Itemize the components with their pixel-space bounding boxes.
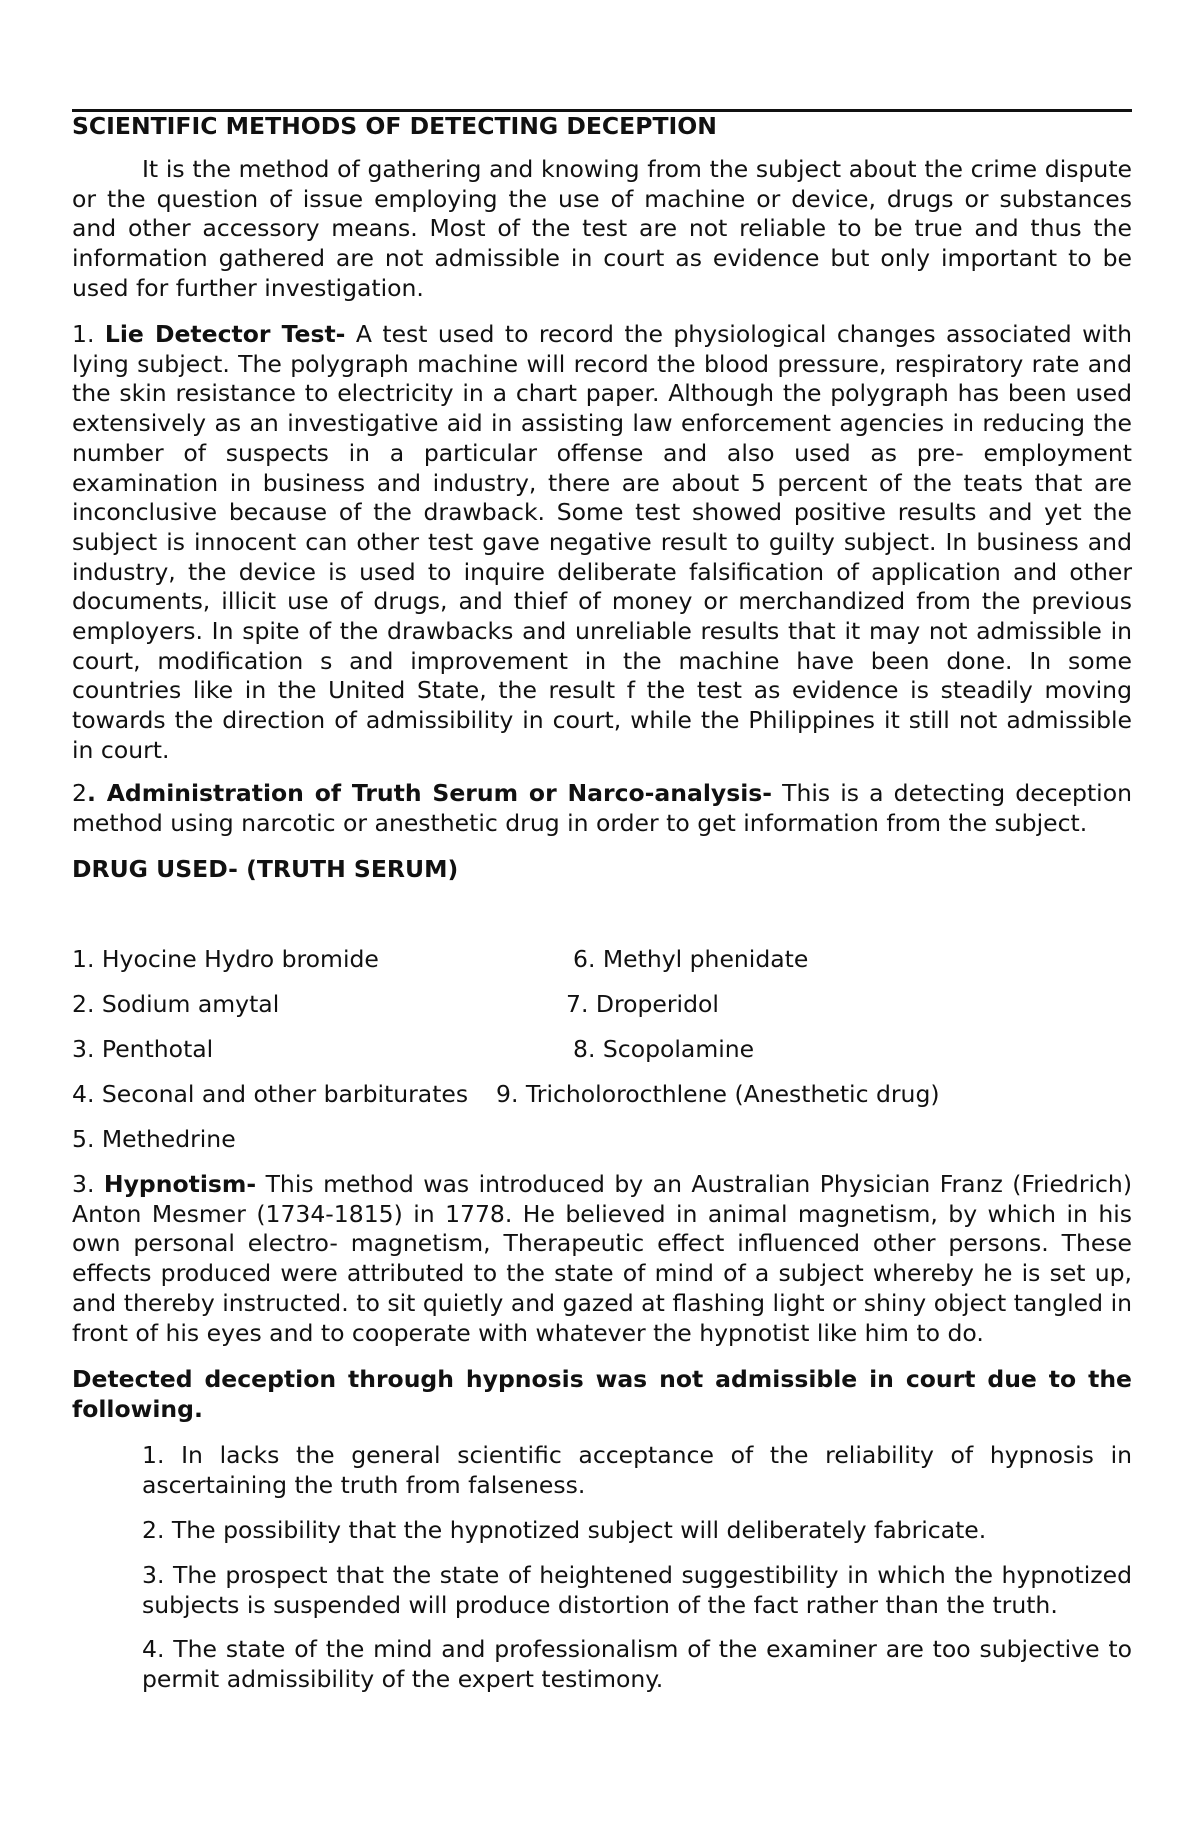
reason-item: 2. The possibility that the hypnotized subject will deliberately fabricate. — [142, 1516, 987, 1544]
reason-item: 3. The prospect that the state of heightened suggestibility in which the hypnotized subjects is suspended will produce distortion of the fact rather than the truth. — [142, 1561, 1132, 1619]
drug-item: 4. Seconal and other barbiturates — [72, 1080, 469, 1108]
document-title: SCIENTIFIC METHODS OF DETECTING DECEPTION — [72, 112, 717, 140]
hypnotism-heading: Hypnotism- — [103, 1170, 257, 1198]
drug-item: 8. Scopolamine — [573, 1035, 755, 1063]
lie-detector-paragraph — [72, 320, 1132, 766]
drug-item: 5. Methedrine — [72, 1125, 236, 1153]
reason-item: 4. The state of the mind and professionalism of the examiner are too subjective to permit admissibility of the expert testimony. — [142, 1635, 1132, 1693]
hypnotism-text: This method was introduced by an Australian Physician Franz (Friedrich) Anton Mesmer (1734-1815) in 1778. He believed in animal magnetism, by which in his own personal electro- magnetism, Therapeutic effect influenced other persons. These effects produced were attributed to the state of mind of a subject whereby he is set up, and thereby instructed. to sit quietly and gazed at flashing light or shiny object tangled in front of his eyes and to cooperate with whatever the hypnotist like him to do. — [72, 1170, 1132, 1347]
lie-detector-heading: Lie Detector Test- — [104, 320, 346, 348]
drug-item: 3. Penthotal — [72, 1035, 214, 1063]
hypnotism-number: 3. — [72, 1170, 95, 1198]
truth-serum-text: This is a detecting deception method using narcotic or anesthetic drug in order to get information from the subject. — [72, 779, 1132, 837]
truth-serum-heading: . Administration of Truth Serum or Narco-analysis- — [86, 779, 773, 807]
reason-item: 1. In lacks the general scientific acceptance of the reliability of hypnosis in ascertaining the truth from falseness. — [142, 1441, 1132, 1499]
hypnotism-paragraph — [72, 1170, 1132, 1348]
drug-item: 6. Methyl phenidate — [573, 945, 809, 973]
drugs-heading: DRUG USED- (TRUTH SERUM) — [72, 855, 459, 883]
lie-detector-number: 1. — [72, 320, 95, 348]
intro-paragraph: It is the method of gathering and knowing from the subject about the crime dispute or the question of issue employing the use of machine or device, drugs or substances and other accessory means. Most of the test are not reliable to be true and thus the information gathered are not admissible in court as evidence but only important to be used for further investigation. — [72, 155, 1132, 302]
truth-serum-number: 2 — [72, 779, 87, 807]
drug-item: 2. Sodium amytal — [72, 990, 280, 1018]
drug-item: 7. Droperidol — [566, 990, 719, 1018]
drug-item: 9. Tricholorocthlene (Anesthetic drug) — [496, 1080, 940, 1108]
truth-serum-paragraph — [72, 779, 1132, 838]
hypnosis-heading: Detected deception through hypnosis was not admissible in court due to the following. — [72, 1365, 1132, 1423]
drug-item: 1. Hyocine Hydro bromide — [72, 945, 379, 973]
lie-detector-text: A test used to record the physiological changes associated with lying subject. The polygraph machine will record the blood pressure, respiratory rate and the skin resistance to electricity in a chart paper. Although the polygraph has been used extensively as an investigative aid in assisting law enforcement agencies in reducing the number of suspects in a particular offense and also used as pre- employment examination in business and industry, there are about 5 percent of the teats that are inconclusive because of the drawback. Some test showed positive results and yet the subject is innocent can other test gave negative result to guilty subject. In business and industry, the device is used to inquire deliberate falsification of application and other documents, illicit use of drugs, and thief of money or merchandized from the previous employers. In spite of the drawbacks and unreliable results that it may not admissible in court, modification s and improvement in the machine have been done. In some countries like in the United State, the result f the test as evidence is steadily moving towards the direction of admissibility in court, while the Philippines it still not admissible in court. — [72, 320, 1132, 764]
